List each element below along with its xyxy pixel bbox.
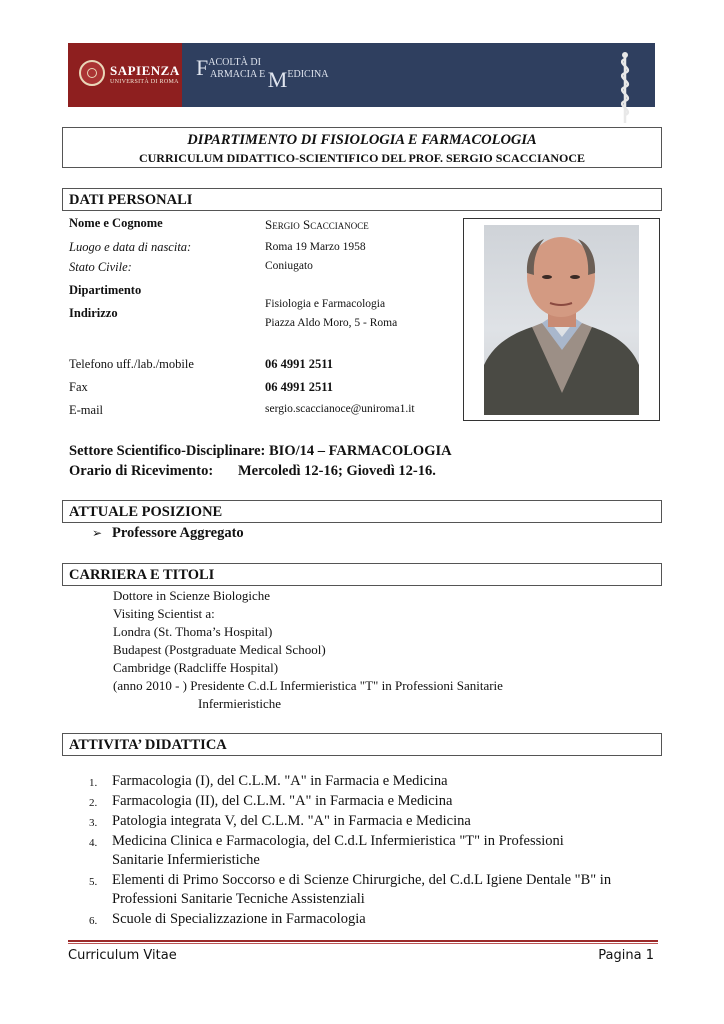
career-line: Visiting Scientist a: xyxy=(113,606,215,621)
list-number: 2. xyxy=(89,797,98,809)
email-value[interactable]: sergio.scaccianoce@uniroma1.it xyxy=(265,403,415,415)
footer-rule-thin xyxy=(68,943,658,944)
department-title: DIPARTIMENTO DI FISIOLOGIA E FARMACOLOGIA xyxy=(187,132,537,148)
career-line: (anno 2010 - ) Presidente C.d.L Infermieristica "T" in Professioni Sanitarie xyxy=(113,678,503,693)
career-line: Cambridge (Radcliffe Hospital) xyxy=(113,660,279,675)
career-line: Budapest (Postgraduate Medical School) xyxy=(113,642,326,657)
name-label: Nome e Cognome xyxy=(69,216,163,230)
address-value: Piazza Aldo Moro, 5 - Roma xyxy=(265,317,398,329)
teaching-item: Farmacologia (I), del C.L.M. "A" in Farmacia e Medicina xyxy=(112,773,448,789)
career-line: Londra (St. Thoma’s Hospital) xyxy=(113,624,273,639)
section-heading: DATI PERSONALI xyxy=(69,192,193,208)
caduceus-icon xyxy=(610,49,640,125)
name-value: Sergio Scaccianoce xyxy=(265,217,369,232)
department-value: Fisiologia e Farmacologia xyxy=(265,298,386,310)
scientific-sector: Settore Scientifico-Disciplinare: BIO/14 – FARMACOLOGIA xyxy=(69,443,452,459)
section-teaching xyxy=(62,733,662,756)
office-hours-value: Mercoledì 12-16; Giovedì 12-16. xyxy=(238,463,436,479)
portrait-photo xyxy=(484,225,639,415)
cv-subtitle: CURRICULUM DIDATTICO-SCIENTIFICO DEL PROF. SERGIO SCACCIANOCE xyxy=(138,151,586,165)
arrow-bullet-icon: ➢ xyxy=(92,526,103,540)
university-name: SAPIENZA xyxy=(110,63,180,78)
phone-value: 06 4991 2511 xyxy=(265,357,334,371)
list-number: 5. xyxy=(89,876,98,888)
teaching-item: Medicina Clinica e Farmacologia, del C.d.L Infermieristica "T" in Professioni xyxy=(112,833,564,849)
section-current-position xyxy=(62,500,662,523)
civil-status-value: Coniugato xyxy=(265,260,313,272)
faculty-name xyxy=(196,57,328,91)
faculty-initial-m: M xyxy=(267,67,288,92)
list-number: 4. xyxy=(89,837,98,849)
email-label: E-mail xyxy=(69,403,104,417)
section-heading: ATTUALE POSIZIONE xyxy=(69,504,223,520)
section-heading: CARRIERA E TITOLI xyxy=(69,567,215,583)
teaching-item-continued: Professioni Sanitarie Tecniche Assistenziali xyxy=(112,891,365,907)
teaching-item: Farmacologia (II), del C.L.M. "A" in Farmacia e Medicina xyxy=(112,793,453,809)
address-label: Indirizzo xyxy=(69,306,118,320)
teaching-item: Patologia integrata V, del C.L.M. "A" in Farmacia e Medicina xyxy=(112,813,471,829)
footer-title: Curriculum Vitae xyxy=(68,948,177,963)
phone-label: Telefono uff./lab./mobile xyxy=(69,357,194,371)
university-subtitle: UNIVERSITÀ DI ROMA xyxy=(110,79,179,85)
civil-status-label: Stato Civile: xyxy=(69,260,132,274)
footer-rule xyxy=(68,940,658,942)
teaching-item: Scuole di Specializzazione in Farmacologia xyxy=(112,911,366,927)
birth-label: Luogo e data di nascita: xyxy=(69,240,192,254)
career-line: Infermieristiche xyxy=(198,696,282,711)
teaching-item: Elementi di Primo Soccorso e di Scienze Chirurgiche, del C.d.L Igiene Dentale "B" in xyxy=(112,872,612,888)
teaching-item-continued: Sanitarie Infermieristiche xyxy=(112,852,260,868)
position-item: Professore Aggregato xyxy=(112,525,244,541)
section-heading: ATTIVITA’ DIDATTICA xyxy=(69,737,227,753)
faculty-initial-f: F xyxy=(196,55,209,80)
header-banner xyxy=(68,43,655,107)
section-career xyxy=(62,563,662,586)
department-label: Dipartimento xyxy=(69,283,142,297)
section-personal-data xyxy=(62,188,662,211)
sapienza-logo xyxy=(68,43,182,107)
page-number: Pagina 1 xyxy=(598,948,654,963)
list-number: 1. xyxy=(89,777,98,789)
sapienza-seal-icon xyxy=(79,60,105,86)
list-number: 3. xyxy=(89,817,98,829)
fax-label: Fax xyxy=(69,380,88,394)
list-number: 6. xyxy=(89,915,98,927)
portrait-illustration xyxy=(484,225,639,415)
fax-value: 06 4991 2511 xyxy=(265,380,334,394)
birth-value: Roma 19 Marzo 1958 xyxy=(265,241,366,253)
career-line: Dottore in Scienze Biologiche xyxy=(113,588,271,603)
faculty-line2a: ARMACIA E xyxy=(210,69,266,80)
title-box xyxy=(62,127,662,168)
faculty-line1: ACOLTÀ DI xyxy=(208,57,261,68)
faculty-line2b: EDICINA xyxy=(287,69,329,80)
office-hours-label: Orario di Ricevimento: xyxy=(69,463,214,479)
